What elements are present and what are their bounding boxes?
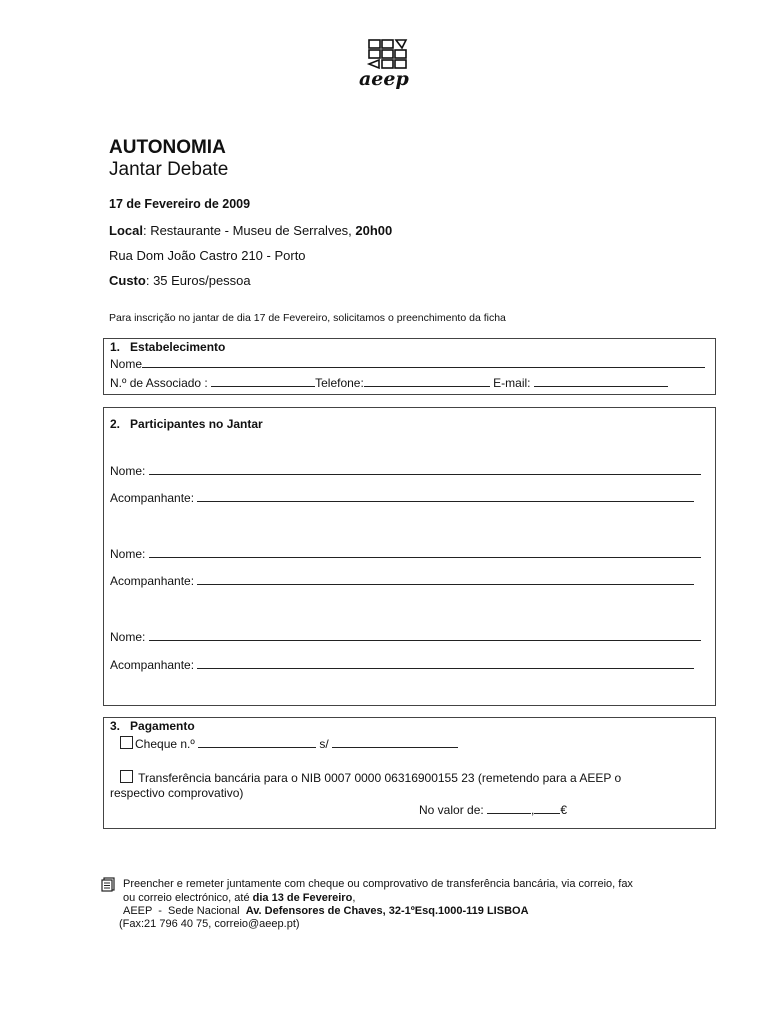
section1-heading: 1. Estabelecimento	[110, 340, 226, 354]
participant-row	[110, 464, 701, 478]
intro-text: Para inscrição no jantar de dia 17 de Fevereiro, solicitamos o preenchimento da ficha	[109, 312, 506, 324]
companion-row	[110, 491, 694, 505]
companion-row	[110, 574, 694, 588]
telefone-label: Telefone:	[315, 376, 364, 390]
local-value: : Restaurante - Museu de Serralves,	[142, 223, 356, 238]
valor-sep: ,	[531, 803, 535, 817]
cheque-label: Cheque n.º	[135, 737, 199, 751]
valor-row	[419, 803, 567, 817]
section-payment	[103, 717, 716, 829]
nome-row	[110, 357, 705, 371]
cheque-number-field[interactable]	[198, 737, 316, 748]
cost-value: : 35 Euros/pessoa	[145, 273, 251, 288]
section3-heading: 3. Pagamento	[110, 719, 195, 733]
companion-row	[110, 658, 694, 672]
nome-label: Nome	[110, 357, 143, 371]
transfer-row	[120, 770, 621, 785]
cheque-row	[120, 736, 458, 751]
cost-label: Custo	[109, 273, 146, 288]
footer-line-2-pre: ou correio electrónico, até	[123, 892, 253, 904]
cheque-sep: s/	[316, 737, 333, 751]
participant-nome-field[interactable]	[149, 630, 701, 641]
section2-heading: 2. Participantes no Jantar	[110, 417, 263, 431]
companion-field[interactable]	[197, 491, 694, 502]
contact-row	[110, 376, 668, 390]
participant-row	[110, 547, 701, 561]
footer-line-3	[123, 905, 529, 917]
valor-cents-field[interactable]	[534, 803, 560, 814]
email-field[interactable]	[534, 376, 668, 387]
participant-nome-field[interactable]	[149, 547, 701, 558]
event-local	[109, 223, 392, 238]
footer-address: Av. Defensores de Chaves, 32-1ºEsq.1000-119 LISBOA	[245, 905, 529, 917]
participant-nome-label: Nome:	[110, 547, 149, 561]
footer-line-2-post: ,	[352, 892, 356, 904]
valor-euros-field[interactable]	[487, 803, 531, 814]
companion-label: Acompanhante:	[110, 491, 198, 505]
event-date: 17 de Fevereiro de 2009	[109, 197, 251, 211]
footer-line-1: Preencher e remeter juntamente com cheque ou comprovativo de transferência bancária, via correio, fax	[123, 878, 633, 890]
logo-text: aeep	[359, 68, 409, 90]
footer-line-2	[123, 892, 355, 904]
companion-label: Acompanhante:	[110, 574, 198, 588]
companion-label: Acompanhante:	[110, 658, 198, 672]
section-participants	[103, 407, 716, 706]
participant-nome-label: Nome:	[110, 630, 149, 644]
companion-field[interactable]	[197, 574, 694, 585]
transfer-checkbox[interactable]	[120, 770, 133, 783]
companion-field[interactable]	[197, 658, 694, 669]
event-cost	[109, 273, 251, 288]
cheque-checkbox[interactable]	[120, 736, 133, 749]
local-time: 20h00	[355, 223, 393, 238]
section-establishment	[103, 338, 716, 395]
footer-sede-label: AEEP - Sede Nacional	[123, 905, 246, 917]
footer-deadline: dia 13 de Fevereiro	[252, 892, 353, 904]
page-subtitle: Jantar Debate	[109, 159, 229, 180]
email-label: E-mail:	[489, 376, 534, 390]
local-label: Local	[109, 223, 143, 238]
transfer-text-2: respectivo comprovativo)	[110, 786, 244, 800]
assoc-label: N.º de Associado :	[110, 376, 212, 390]
footer-contacts: (Fax:21 796 40 75, correio@aeep.pt)	[119, 918, 300, 930]
telefone-field[interactable]	[364, 376, 490, 387]
document-icon	[101, 877, 115, 892]
page-title: AUTONOMIA	[109, 137, 226, 158]
transfer-text: Transferência bancária para o NIB 0007 0000 06316900155 23 (remetendo para a AEEP o	[135, 771, 622, 785]
cheque-bank-field[interactable]	[332, 737, 458, 748]
participant-row	[110, 630, 701, 644]
nome-field[interactable]	[142, 357, 705, 368]
event-address: Rua Dom João Castro 210 - Porto	[109, 248, 306, 263]
participant-nome-label: Nome:	[110, 464, 149, 478]
valor-label: No valor de:	[419, 803, 488, 817]
participant-nome-field[interactable]	[149, 464, 701, 475]
currency-symbol: €	[560, 803, 568, 817]
assoc-field[interactable]	[211, 376, 315, 387]
